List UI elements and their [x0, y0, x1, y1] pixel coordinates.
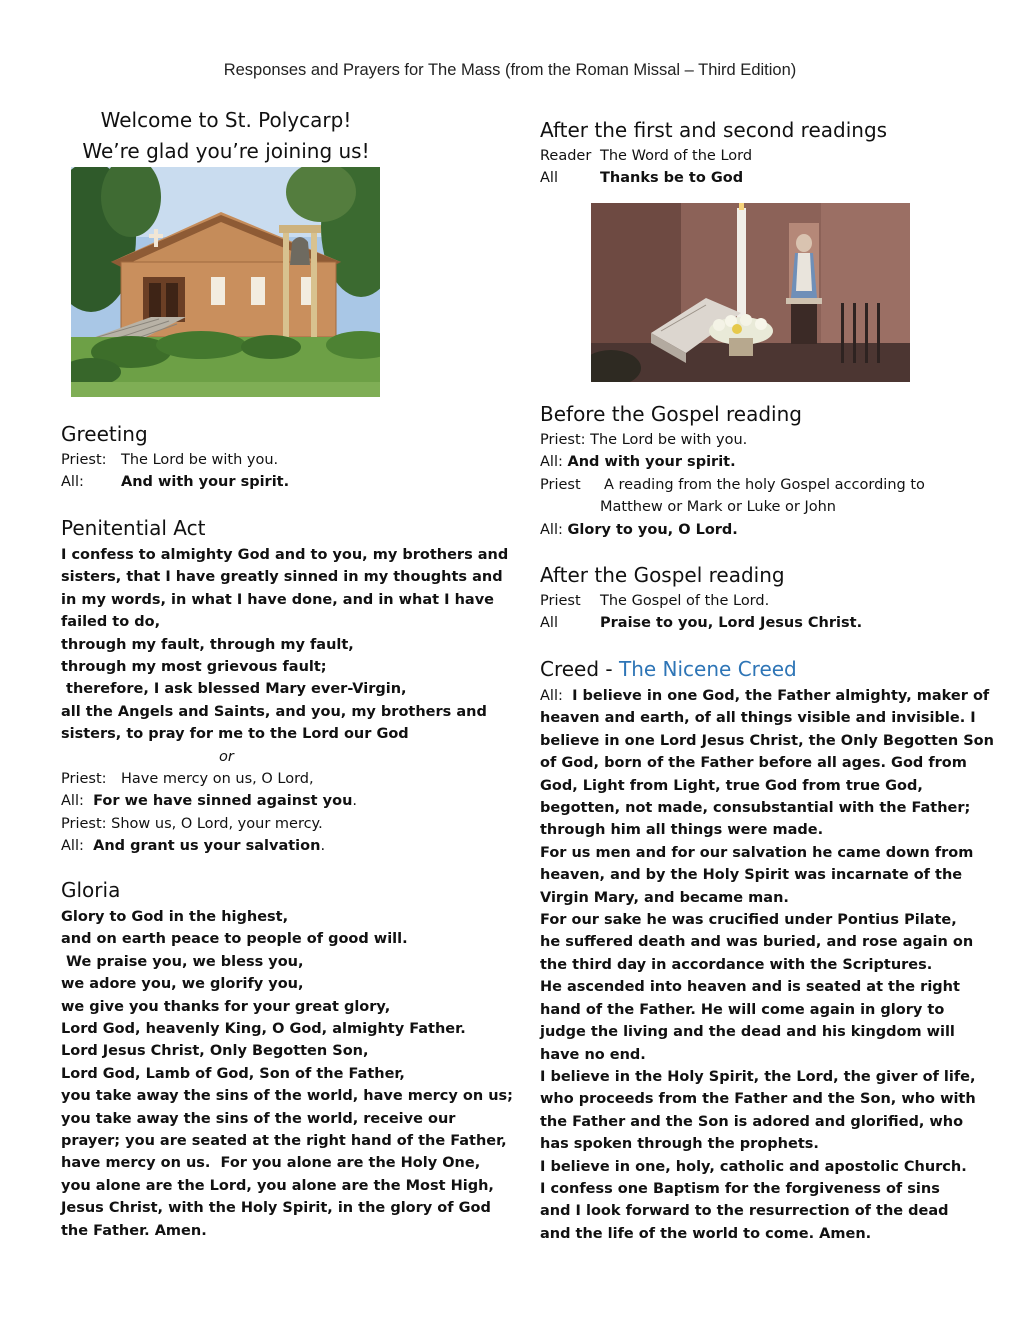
- gloria-line: the Father. Amen.: [61, 1222, 207, 1239]
- before-gospel-priest2-label: Priest: [540, 476, 581, 493]
- creed-line: Virgin Mary, and became man.: [540, 889, 789, 906]
- creed-line: I believe in the Holy Spirit, the Lord, the giver of life,: [540, 1068, 976, 1085]
- creed-first-line: [540, 685, 990, 707]
- gloria-line: you alone are the Lord, you alone are the Most High,: [61, 1177, 494, 1194]
- penitential-heading: Penitential Act: [61, 516, 206, 540]
- greeting-priest-label: Priest:: [61, 452, 107, 468]
- before-gospel-priest2-line: [540, 474, 970, 496]
- creed-line: For our sake he was crucified under Pontius Pilate,: [540, 912, 957, 929]
- penitential-all-label: All:: [61, 793, 84, 810]
- greeting-all-text: And with your spirit.: [121, 474, 290, 491]
- confiteor-line: failed to do,: [61, 614, 161, 631]
- creed-line: judge the living and the dead and his kingdom will: [540, 1024, 955, 1041]
- penitential-priest2-label: Priest:: [61, 815, 107, 832]
- creed-title: Creed -: [540, 657, 619, 681]
- confiteor-line: sisters, to pray for me to the Lord our God: [61, 726, 409, 743]
- gloria-line: you take away the sins of the world, have mercy on us;: [61, 1088, 513, 1105]
- greeting-priest-line: [61, 449, 491, 471]
- after-gospel-all-line: [540, 612, 970, 634]
- creed-line: hand of the Father. He will come again in glory to: [540, 1001, 945, 1018]
- greeting-all-line: [61, 471, 491, 493]
- creed-line: through him all things were made.: [540, 822, 824, 839]
- creed-line: I confess one Baptism for the forgiveness of sins: [540, 1180, 940, 1197]
- before-gospel-priest2-text: A reading from the holy Gospel according to: [604, 476, 925, 493]
- greeting-priest-text: The Lord be with you.: [121, 452, 279, 468]
- creed-line: have no end.: [540, 1046, 646, 1063]
- before-gospel-all2-label: All:: [540, 521, 563, 538]
- page-header: Responses and Prayers for The Mass (from the Roman Missal – Third Edition): [223, 61, 797, 79]
- gloria-line: Lord God, Lamb of God, Son of the Father,: [61, 1065, 405, 1082]
- penitential-all2-label: All:: [61, 838, 84, 855]
- creed-line: he suffered death and was buried, and rose again on: [540, 934, 974, 951]
- creed-line: who proceeds from the Father and the Son, who with: [540, 1091, 976, 1108]
- gloria-line: we give you thanks for your great glory,: [61, 998, 391, 1015]
- before-gospel-all-label: All:: [540, 454, 563, 471]
- before-gospel-all-text: And with your spirit.: [567, 454, 736, 471]
- penitential-all2-text: And grant us your salvation: [93, 838, 321, 855]
- penitential-priest-line: [61, 768, 491, 790]
- gloria-line: you take away the sins of the world, receive our: [61, 1110, 456, 1127]
- confiteor-line: therefore, I ask blessed Mary ever-Virgin,: [61, 681, 407, 698]
- creed-subtitle: The Nicene Creed: [618, 657, 797, 681]
- gloria-line: Jesus Christ, with the Holy Spirit, in the glory of God: [61, 1200, 491, 1217]
- penitential-all-text: For we have sinned against you: [93, 793, 353, 810]
- after-gospel-heading: After the Gospel reading: [540, 563, 785, 587]
- penitential-priest2-line: [61, 813, 491, 835]
- creed-line: and the life of the world to come. Amen.: [540, 1225, 872, 1242]
- after-gospel-all-label: All: [540, 615, 558, 632]
- creed-line: believe in one Lord Jesus Christ, the Only Begotten Son: [540, 732, 994, 749]
- after-gospel-priest-text: The Gospel of the Lord.: [600, 593, 770, 609]
- creed-line: the Father and the Son is adored and glorified, who: [540, 1113, 964, 1130]
- creed-heading: [540, 656, 970, 682]
- gloria-line: we adore you, we glorify you,: [61, 976, 304, 993]
- gloria-line: and on earth peace to people of good will.: [61, 931, 408, 948]
- confiteor-line: sisters, that I have greatly sinned in my thoughts and: [61, 569, 503, 586]
- confiteor-line: through my fault, through my fault,: [61, 636, 354, 653]
- confiteor-line: in my words, in what I have done, and in what I have: [61, 591, 494, 608]
- creed-line: heaven, and by the Holy Spirit was incarnate of the: [540, 867, 963, 884]
- creed-line: and I look forward to the resurrection of the dead: [540, 1203, 949, 1220]
- creed-line: of God, born of the Father before all ages. God from: [540, 755, 967, 772]
- creed-line: I believe in one, holy, catholic and apostolic Church.: [540, 1158, 967, 1175]
- before-gospel-priest2-continuation: Matthew or Mark or Luke or John: [600, 499, 836, 516]
- creed-line: the third day in accordance with the Scriptures.: [540, 956, 933, 973]
- greeting-heading: Greeting: [61, 422, 148, 446]
- confiteor-line: through my most grievous fault;: [61, 659, 327, 676]
- gloria-heading: Gloria: [61, 878, 121, 902]
- church-photo: [71, 167, 380, 397]
- creed-line: has spoken through the prophets.: [540, 1136, 819, 1153]
- confiteor-line: I confess to almighty God and to you, my brothers and: [61, 547, 509, 563]
- before-gospel-all-line: [540, 451, 970, 473]
- penitential-priest-text: Have mercy on us, O Lord,: [121, 771, 314, 788]
- after-gospel-priest-line: [540, 590, 970, 612]
- readings-all-label: All: [540, 170, 558, 187]
- or-separator: or: [219, 748, 234, 765]
- gloria-line: have mercy on us. For you alone are the Holy One,: [61, 1155, 481, 1172]
- creed-all-label: All:: [540, 688, 563, 704]
- gloria-line: Lord Jesus Christ, Only Begotten Son,: [61, 1043, 369, 1060]
- welcome-subtitle: We’re glad you’re joining us!: [82, 139, 370, 163]
- penitential-priest2-text: Show us, O Lord, your mercy.: [111, 815, 323, 832]
- gloria-line: Lord God, heavenly King, O God, almighty Father.: [61, 1021, 466, 1038]
- creed-line: begotten, not made, consubstantial with the Father;: [540, 800, 971, 817]
- penitential-all-line: [61, 790, 491, 812]
- gloria-line: prayer; you are seated at the right hand of the Father,: [61, 1133, 507, 1150]
- creed-line: He ascended into heaven and is seated at the right: [540, 979, 960, 996]
- penitential-period: .: [352, 793, 357, 810]
- penitential-period: .: [320, 838, 326, 855]
- creed-line: I believe in one God, the Father almighty, maker of: [572, 688, 990, 704]
- readings-all-line: [540, 167, 970, 189]
- gloria-line: We praise you, we bless you,: [61, 953, 304, 970]
- creed-line: God, Light from Light, true God from true God,: [540, 777, 923, 794]
- before-gospel-heading: Before the Gospel reading: [540, 402, 802, 426]
- penitential-priest-label: Priest:: [61, 771, 107, 788]
- gloria-line: Glory to God in the highest,: [61, 909, 289, 925]
- readings-reader-label: Reader: [540, 148, 592, 164]
- before-gospel-priest-line: Priest: The Lord be with you.: [540, 432, 748, 448]
- after-gospel-all-text: Praise to you, Lord Jesus Christ.: [600, 615, 863, 632]
- greeting-all-label: All:: [61, 474, 84, 491]
- creed-line: heaven and earth, of all things visible and invisible. I: [540, 710, 976, 727]
- readings-heading: After the first and second readings: [540, 118, 888, 142]
- welcome-title: Welcome to St. Polycarp!: [100, 108, 352, 132]
- readings-all-text: Thanks be to God: [600, 170, 744, 187]
- creed-line: For us men and for our salvation he came down from: [540, 844, 974, 861]
- readings-reader-text: The Word of the Lord: [600, 148, 753, 164]
- readings-reader-line: [540, 145, 970, 167]
- before-gospel-all2-text: Glory to you, O Lord.: [567, 521, 738, 538]
- before-gospel-all2-line: [540, 519, 970, 541]
- after-gospel-priest-label: Priest: [540, 593, 581, 609]
- altar-photo: [591, 203, 910, 382]
- penitential-all2-line: [61, 835, 491, 857]
- confiteor-line: all the Angels and Saints, and you, my brothers and: [61, 703, 487, 720]
